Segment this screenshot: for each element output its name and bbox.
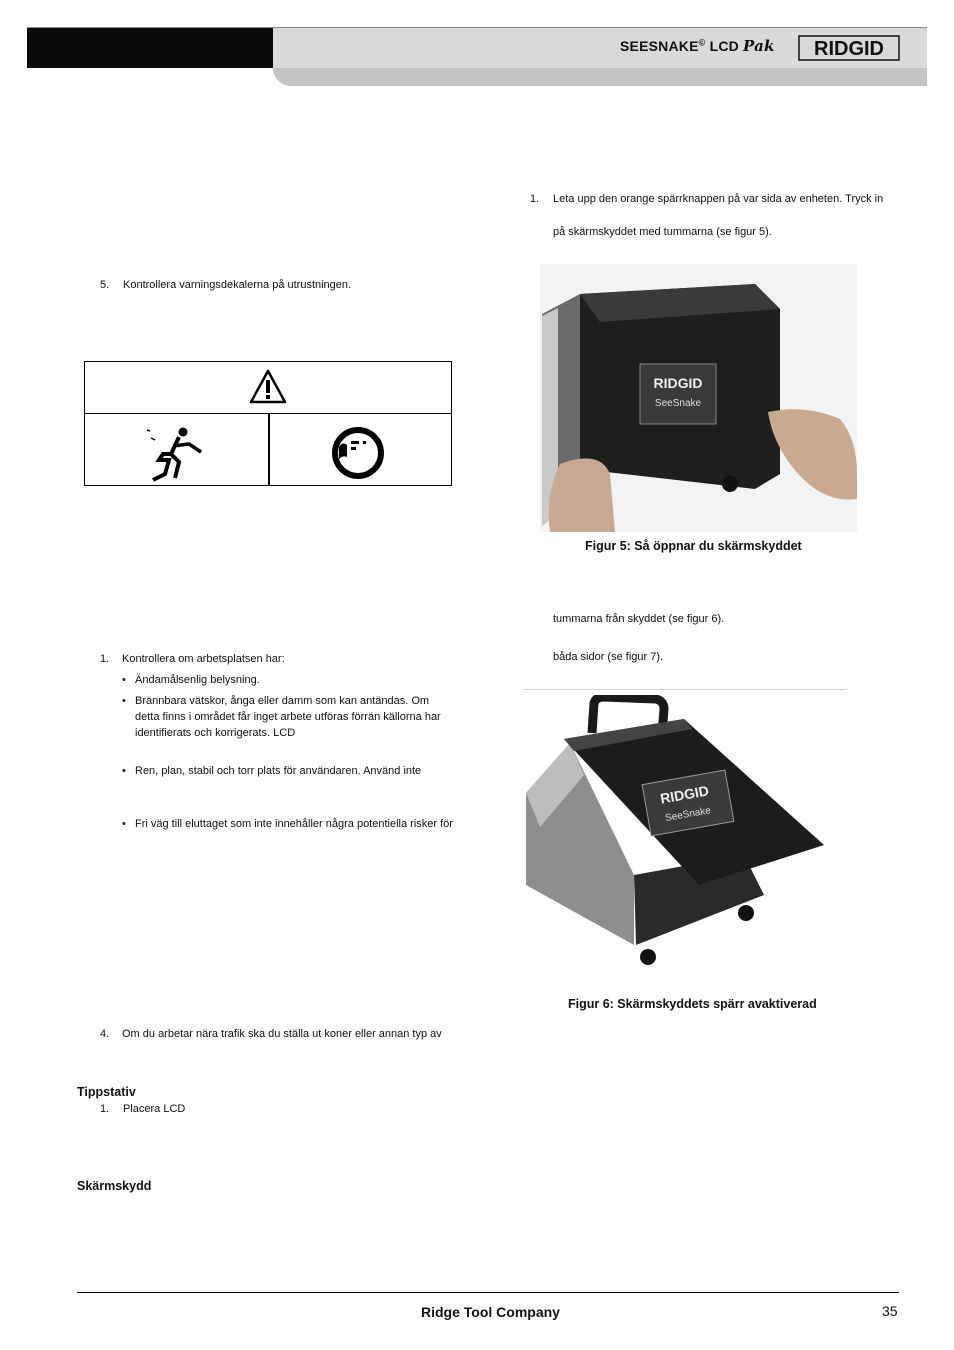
electric-shock-icon: [145, 424, 207, 482]
warning-table-divider: [268, 414, 270, 485]
right-step1-line2: på skärmskyddet med tummarna (se figur 5).: [553, 226, 772, 238]
footer-company: Ridge Tool Company: [421, 1304, 560, 1320]
copyright-mark: ©: [698, 37, 706, 48]
bullet-dot: •: [122, 674, 126, 686]
figure5-photo: [540, 264, 857, 532]
right-note2: båda sidor (se figur 7).: [553, 651, 664, 663]
step4-number: 4.: [100, 1028, 110, 1040]
footer-rule: [77, 1292, 899, 1293]
step4-text: Om du arbetar nära trafik ska du ställa ut koner eller annan typ av: [122, 1028, 442, 1040]
bullet-dot: •: [122, 765, 126, 777]
ridgid-logo: [798, 35, 900, 61]
tippstativ-text: Placera LCD: [123, 1103, 186, 1115]
step4-item: [100, 1027, 442, 1042]
tippstativ-item: [100, 1102, 186, 1117]
figure5-label-product: SeeSnake: [654, 398, 702, 409]
heading-skarmskydd: Skärmskydd: [77, 1179, 152, 1193]
header-black-bar: [27, 27, 273, 68]
heading-tippstativ: Tippstativ: [77, 1085, 136, 1099]
bullet-dot: •: [122, 695, 126, 707]
bullet-text: Ren, plan, stabil och torr plats för användaren. Använd inte: [135, 765, 422, 777]
figure6-label-brand: RIDGID: [658, 782, 710, 807]
warning-decal-table: [84, 361, 452, 486]
product-name: SEESNAKE: [620, 38, 699, 54]
bullet-outlet: [122, 817, 453, 832]
figure5-caption: Figur 5: Så öppnar du skärmskyddet: [585, 539, 802, 553]
worksite-text: Kontrollera om arbetsplatsen har:: [122, 653, 285, 665]
figure6-label-product: SeeSnake: [664, 805, 712, 825]
figure6-caption: Figur 6: Skärmskyddets spärr avaktiverad: [568, 997, 817, 1011]
bullet-text: Fri väg till eluttaget som inte innehåller några potentiella risker för: [135, 818, 453, 830]
bullet-flammables: [122, 694, 441, 739]
tippstativ-number: 1.: [100, 1103, 110, 1115]
page-number: 35: [882, 1303, 898, 1319]
worksite-item: [100, 652, 285, 667]
product-script: Pak: [743, 37, 775, 55]
step5-item: [100, 278, 352, 293]
right-note1: tummarna från skyddet (se figur 6).: [553, 613, 725, 625]
right-separator: [523, 689, 846, 690]
worksite-number: 1.: [100, 653, 110, 665]
bullet-text: Ändamålsenlig belysning.: [135, 674, 260, 686]
right-step1-line1: Leta upp den orange spärrknappen på var sida av enheten. Tryck in: [553, 193, 884, 205]
step5-text: Kontrollera varningsdekalerna på utrustningen.: [123, 279, 352, 291]
header-top-rule: [27, 27, 927, 28]
right-step1-item: [530, 192, 884, 207]
bullet-text-line: identifierats och korrigerats. LCD: [135, 727, 296, 739]
warning-table-header: [85, 362, 451, 414]
bullet-text-line: Brännbara vätskor, ånga eller damm som kan antändas. Om: [135, 695, 430, 707]
bullet-surface: [122, 764, 422, 779]
logo-text: RIDGID: [814, 38, 884, 60]
product-suffix: LCD: [709, 38, 739, 54]
warning-triangle-icon: [248, 368, 288, 406]
product-title: [620, 37, 775, 55]
bullet-lighting: [122, 673, 260, 688]
figure5-label-brand: RIDGID: [653, 375, 703, 391]
right-step1-number: 1.: [530, 193, 540, 205]
header-tab-strip: [273, 68, 927, 86]
bullet-text-line: detta finns i området får inget arbete utföras förrän källorna har: [135, 711, 441, 723]
bullet-dot: •: [122, 818, 126, 830]
step5-number: 5.: [100, 279, 110, 291]
read-manual-icon: [329, 427, 387, 479]
figure6-photo: [524, 695, 834, 985]
